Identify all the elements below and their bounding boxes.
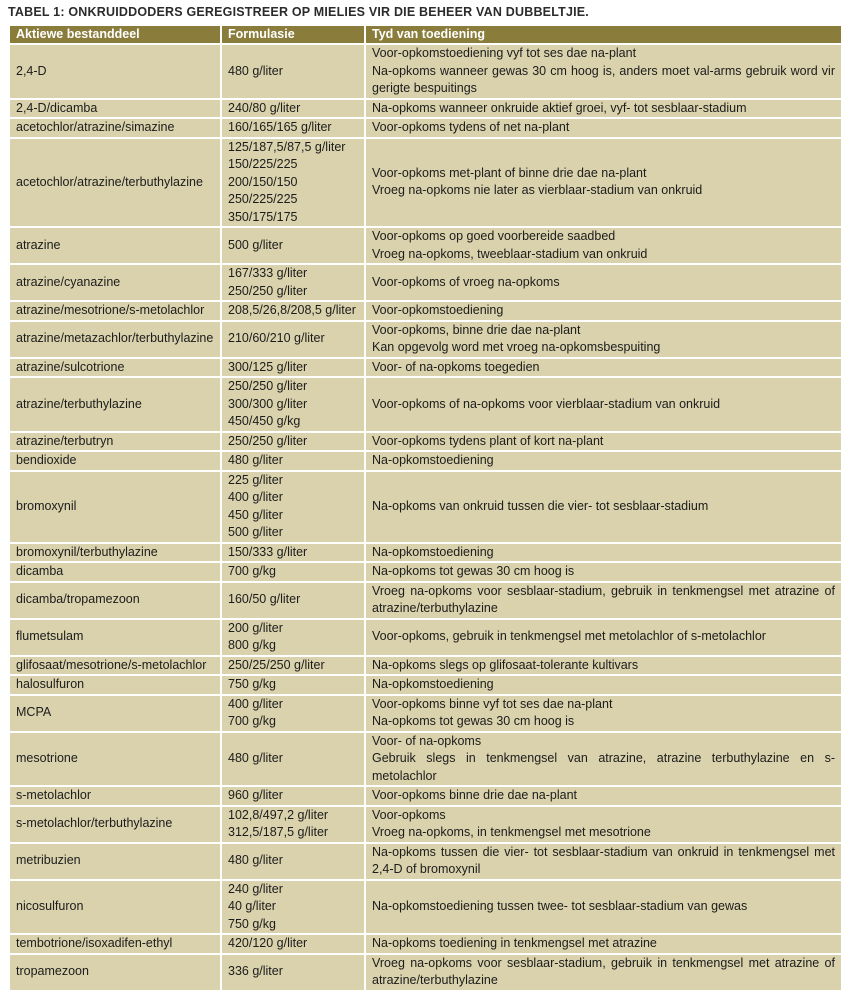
active-ingredient-cell: bromoxynil (9, 471, 221, 543)
application-time-cell (365, 732, 842, 787)
table-row (9, 695, 842, 732)
application-time-cell (365, 656, 842, 676)
application-time-cell (365, 934, 842, 954)
active-ingredient-cell: atrazine/terbutryn (9, 432, 221, 452)
formulation-cell (221, 377, 365, 432)
active-ingredient-cell: MCPA (9, 695, 221, 732)
application-time-text: Voor-opkoms of na-opkoms voor vierblaar-stadium van onkruid (372, 396, 721, 411)
application-time-cell (365, 301, 842, 321)
header-active-ingredient: Aktiewe bestanddeel (9, 25, 221, 44)
active-ingredient-cell: atrazine/metazachlor/terbuthylazine (9, 321, 221, 358)
application-time-text: Voor-opkomstoediening vyf tot ses dae na-plant (372, 46, 637, 60)
application-time-text: Vroeg na-opkoms voor sesblaar-stadium, gebruik in tenkmengsel met atrazine of atrazine/terbuthylazine (372, 583, 835, 615)
formulation-value: 500 g/liter (228, 525, 283, 539)
table-row (9, 543, 842, 563)
active-ingredient-cell: atrazine/mesotrione/s-metolachlor (9, 301, 221, 321)
formulation-value: 240 g/liter (228, 881, 283, 896)
header-row (9, 25, 842, 44)
table-row (9, 99, 842, 119)
formulation-value: 160/165/165 g/liter (228, 120, 332, 134)
header-application-time: Tyd van toediening (365, 25, 842, 44)
table-row (9, 806, 842, 843)
table-row (9, 562, 842, 582)
formulation-cell (221, 732, 365, 787)
active-ingredient-cell: atrazine/sulcotrione (9, 358, 221, 378)
application-time-text: Gebruik slegs in tenkmengsel van atrazine, atrazine terbuthylazine en s-metolachlor (372, 751, 835, 783)
application-time-text: Kan opgevolg word met vroeg na-opkomsbespuiting (372, 340, 661, 354)
active-ingredient-cell: atrazine/terbuthylazine (9, 377, 221, 432)
formulation-cell (221, 99, 365, 119)
table-row (9, 675, 842, 695)
application-time-cell (365, 675, 842, 695)
table-row (9, 264, 842, 301)
table-row (9, 44, 842, 99)
formulation-cell (221, 934, 365, 954)
formulation-cell (221, 880, 365, 935)
application-time-cell (365, 954, 842, 991)
application-time-text: Voor-opkomstoediening (372, 303, 504, 317)
herbicide-table (8, 24, 843, 992)
application-time-text: Vroeg na-opkoms voor sesblaar-stadium, gebruik in tenkmengsel met atrazine of atrazine/terbuthylazine (372, 955, 835, 987)
formulation-cell (221, 582, 365, 619)
formulation-cell (221, 656, 365, 676)
application-time-cell (365, 471, 842, 543)
active-ingredient-cell: bromoxynil/terbuthylazine (9, 543, 221, 563)
application-time-cell (365, 358, 842, 378)
formulation-value: 40 g/liter (228, 899, 276, 913)
application-time-cell (365, 786, 842, 806)
formulation-value: 250/250 g/liter (228, 379, 308, 393)
active-ingredient-cell: acetochlor/atrazine/simazine (9, 118, 221, 138)
formulation-value: 102,8/497,2 g/liter (228, 807, 329, 822)
application-time-text: Voor-opkoms of vroeg na-opkoms (372, 274, 560, 289)
application-time-cell (365, 44, 842, 99)
formulation-cell (221, 301, 365, 321)
application-time-cell (365, 582, 842, 619)
application-time-text: Vroeg na-opkoms, tweeblaar-stadium van onkruid (372, 246, 648, 261)
formulation-cell (221, 471, 365, 543)
application-time-text: Na-opkoms toediening in tenkmengsel met atrazine (372, 936, 657, 950)
active-ingredient-cell: tropamezoon (9, 954, 221, 991)
application-time-text: Voor- of na-opkoms toegedien (372, 359, 540, 374)
formulation-value: 480 g/liter (228, 853, 283, 868)
formulation-value: 210/60/210 g/liter (228, 331, 325, 346)
table-row (9, 619, 842, 656)
application-time-cell (365, 619, 842, 656)
formulation-cell (221, 695, 365, 732)
formulation-cell (221, 321, 365, 358)
table-row (9, 451, 842, 471)
formulation-cell (221, 138, 365, 228)
active-ingredient-cell: 2,4-D (9, 44, 221, 99)
table-row (9, 582, 842, 619)
table-row (9, 732, 842, 787)
table-row (9, 934, 842, 954)
formulation-cell (221, 806, 365, 843)
formulation-value: 400 g/liter (228, 490, 283, 504)
formulation-value: 125/187,5/87,5 g/liter (228, 139, 346, 154)
formulation-cell (221, 264, 365, 301)
active-ingredient-cell: glifosaat/mesotrione/s-metolachlor (9, 656, 221, 676)
formulation-value: 160/50 g/liter (228, 592, 301, 607)
application-time-text: Na-opkoms tot gewas 30 cm hoog is (372, 714, 575, 728)
header-formulation: Formulasie (221, 25, 365, 44)
formulation-value: 350/175/175 (228, 209, 298, 224)
active-ingredient-cell: flumetsulam (9, 619, 221, 656)
application-time-cell (365, 99, 842, 119)
application-time-cell (365, 118, 842, 138)
active-ingredient-cell: dicamba (9, 562, 221, 582)
formulation-cell (221, 358, 365, 378)
active-ingredient-cell: dicamba/tropamezoon (9, 582, 221, 619)
active-ingredient-cell: halosulfuron (9, 675, 221, 695)
table-row (9, 471, 842, 543)
application-time-cell (365, 264, 842, 301)
active-ingredient-cell: bendioxide (9, 451, 221, 471)
formulation-value: 336 g/liter (228, 964, 283, 979)
formulation-cell (221, 675, 365, 695)
table-row (9, 880, 842, 935)
formulation-cell (221, 543, 365, 563)
application-time-cell (365, 138, 842, 228)
formulation-value: 800 g/kg (228, 638, 276, 652)
formulation-value: 750 g/kg (228, 916, 276, 931)
formulation-value: 200/150/150 (228, 174, 298, 189)
formulation-cell (221, 44, 365, 99)
application-time-text: Voor-opkoms binne vyf tot ses dae na-plant (372, 696, 613, 711)
application-time-cell (365, 843, 842, 880)
table-row (9, 786, 842, 806)
active-ingredient-cell: 2,4-D/dicamba (9, 99, 221, 119)
application-time-text: Na-opkoms wanneer gewas 30 cm hoog is, anders moet val-arms gebruik word vir gerigte bespuitings (372, 63, 835, 95)
table-row (9, 138, 842, 228)
table-row (9, 358, 842, 378)
application-time-text: Na-opkoms tot gewas 30 cm hoog is (372, 564, 575, 578)
active-ingredient-cell: metribuzien (9, 843, 221, 880)
application-time-cell (365, 880, 842, 935)
formulation-value: 450/450 g/kg (228, 414, 301, 428)
formulation-value: 500 g/liter (228, 237, 283, 252)
formulation-value: 960 g/liter (228, 788, 283, 802)
formulation-value: 250/250 g/liter (228, 433, 308, 448)
formulation-value: 208,5/26,8/208,5 g/liter (228, 303, 356, 317)
application-time-cell (365, 227, 842, 264)
application-time-text: Na-opkoms slegs op glifosaat-tolerante kultivars (372, 657, 639, 672)
active-ingredient-cell: acetochlor/atrazine/terbuthylazine (9, 138, 221, 228)
formulation-value: 312,5/187,5 g/liter (228, 825, 329, 839)
formulation-value: 200 g/liter (228, 620, 283, 635)
formulation-cell (221, 118, 365, 138)
formulation-value: 300/300 g/liter (228, 396, 308, 411)
table-row (9, 954, 842, 991)
formulation-value: 300/125 g/liter (228, 359, 308, 374)
formulation-value: 480 g/liter (228, 63, 283, 78)
application-time-text: Vroeg na-opkoms, in tenkmengsel met mesotrione (372, 825, 651, 839)
formulation-value: 250/25/250 g/liter (228, 657, 325, 672)
table-row (9, 321, 842, 358)
application-time-text: Voor-opkoms tydens of net na-plant (372, 120, 570, 134)
formulation-value: 450 g/liter (228, 507, 283, 522)
formulation-cell (221, 954, 365, 991)
formulation-value: 420/120 g/liter (228, 936, 308, 950)
application-time-text: Na-opkoms tussen die vier- tot sesblaar-stadium van onkruid in tenkmengsel met 2,4-D of bromoxynil (372, 844, 835, 876)
active-ingredient-cell: tembotrione/isoxadifen-ethyl (9, 934, 221, 954)
formulation-cell (221, 562, 365, 582)
formulation-value: 225 g/liter (228, 472, 283, 487)
active-ingredient-cell: nicosulfuron (9, 880, 221, 935)
application-time-text: Voor-opkoms met-plant of binne drie dae na-plant (372, 165, 647, 180)
formulation-cell (221, 619, 365, 656)
active-ingredient-cell: atrazine (9, 227, 221, 264)
formulation-cell (221, 451, 365, 471)
application-time-text: Na-opkomstoediening (372, 453, 494, 467)
application-time-text: Na-opkoms wanneer onkruide aktief groei, vyf- tot sesblaar-stadium (372, 100, 747, 115)
application-time-text: Na-opkoms van onkruid tussen die vier- tot sesblaar-stadium (372, 498, 709, 513)
application-time-text: Voor- of na-opkoms (372, 733, 482, 748)
table-title: TABEL 1: ONKRUIDDODERS GEREGISTREER OP MIELIES VIR DIE BEHEER VAN DUBBELTJIE. (8, 5, 589, 19)
formulation-value: 150/333 g/liter (228, 544, 308, 559)
formulation-value: 400 g/liter (228, 696, 283, 711)
formulation-value: 750 g/kg (228, 677, 276, 691)
active-ingredient-cell: s-metolachlor (9, 786, 221, 806)
application-time-text: Voor-opkoms binne drie dae na-plant (372, 788, 577, 802)
table-row (9, 843, 842, 880)
application-time-text: Voor-opkoms, binne drie dae na-plant (372, 322, 581, 337)
formulation-value: 480 g/liter (228, 751, 283, 765)
formulation-cell (221, 432, 365, 452)
application-time-text: Na-opkomstoediening (372, 677, 494, 691)
formulation-cell (221, 227, 365, 264)
formulation-value: 240/80 g/liter (228, 100, 301, 115)
formulation-value: 167/333 g/liter (228, 266, 308, 280)
formulation-value: 250/250 g/liter (228, 283, 308, 298)
application-time-text: Voor-opkoms op goed voorbereide saadbed (372, 229, 616, 243)
table-row (9, 432, 842, 452)
application-time-cell (365, 695, 842, 732)
application-time-text: Voor-opkoms (372, 807, 446, 822)
table-row (9, 656, 842, 676)
active-ingredient-cell: atrazine/cyanazine (9, 264, 221, 301)
application-time-text: Voor-opkoms, gebruik in tenkmengsel met metolachlor of s-metolachlor (372, 629, 766, 644)
formulation-value: 480 g/liter (228, 453, 283, 467)
application-time-text: Voor-opkoms tydens plant of kort na-plant (372, 433, 604, 448)
formulation-value: 150/225/225 (228, 157, 298, 171)
table-row (9, 118, 842, 138)
active-ingredient-cell: mesotrione (9, 732, 221, 787)
application-time-cell (365, 432, 842, 452)
table-header (9, 25, 842, 44)
table-body (9, 44, 842, 991)
application-time-cell (365, 543, 842, 563)
application-time-cell (365, 806, 842, 843)
table-row (9, 301, 842, 321)
application-time-cell (365, 377, 842, 432)
active-ingredient-cell: s-metolachlor/terbuthylazine (9, 806, 221, 843)
table-row (9, 227, 842, 264)
formulation-cell (221, 786, 365, 806)
application-time-cell (365, 451, 842, 471)
application-time-text: Vroeg na-opkoms nie later as vierblaar-stadium van onkruid (372, 183, 703, 198)
formulation-value: 700 g/kg (228, 564, 276, 578)
table-row (9, 377, 842, 432)
formulation-value: 250/225/225 (228, 192, 298, 206)
application-time-text: Na-opkomstoediening tussen twee- tot sesblaar-stadium van gewas (372, 899, 748, 913)
application-time-cell (365, 321, 842, 358)
application-time-text: Na-opkomstoediening (372, 544, 494, 559)
formulation-cell (221, 843, 365, 880)
application-time-cell (365, 562, 842, 582)
formulation-value: 700 g/kg (228, 714, 276, 728)
